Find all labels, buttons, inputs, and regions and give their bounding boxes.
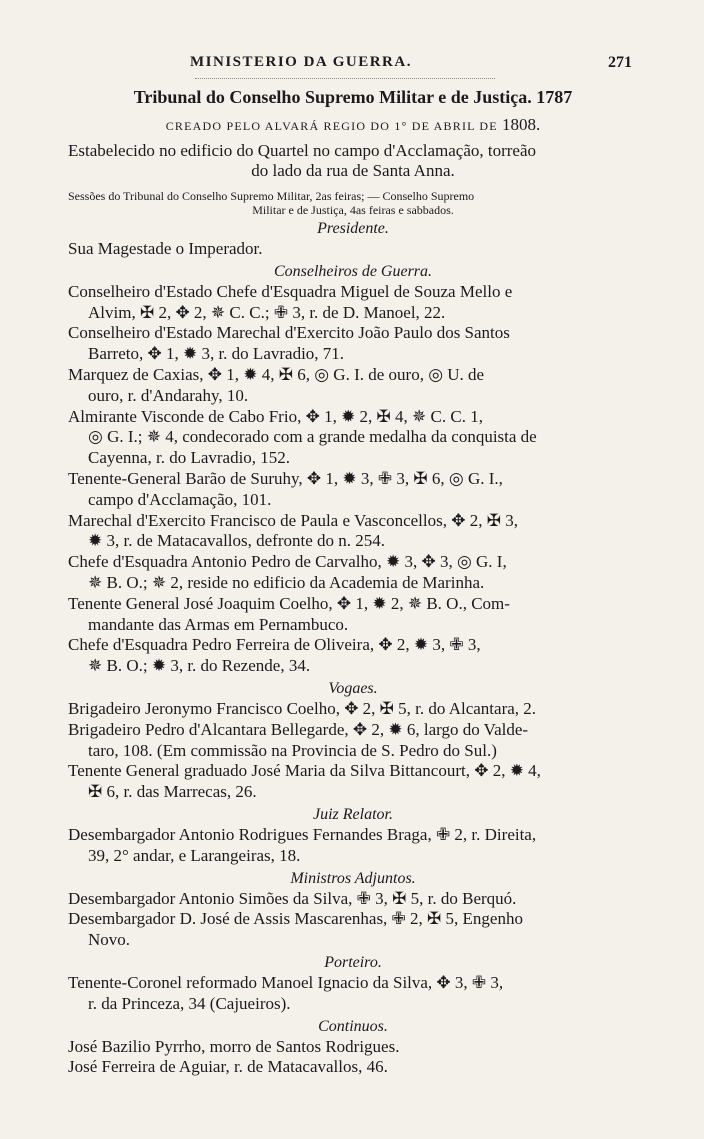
entry-line: Desembargador Antonio Simões da Silva, ✙ 3, ✠ 5, r. do Berquó. [68,888,517,908]
creation-line [68,112,638,139]
entry-line: Brigadeiro Jeronymo Francisco Coelho, ✥ 2, ✠ 5, r. do Alcantara, 2. [68,698,537,718]
entry-line: Chefe d'Esquadra Pedro Ferreira de Oliveira, ✥ 2, ✹ 3, ✙ 3, [68,635,481,655]
creation-text: CREADO PELO ALVARÁ REGIO DO 1° DE ABRIL DE [165,119,498,133]
entry-line: 39, 2° andar, e Larangeiras, 18. [88,845,301,865]
sessions-note [68,189,638,217]
entry-line: ✵ B. O.; ✵ 2, reside no edificio da Academia de Marinha. [88,572,485,592]
establishment-line: do lado da rua de Santa Anna. [251,161,455,180]
entry-line: ouro, r. d'Andarahy, 10. [88,385,249,405]
tribunal-title: Tribunal do Conselho Supremo Militar e de Justiça. 1787 [133,87,573,107]
entry [68,239,638,260]
entry-line: Sua Magestade o Imperador. [68,239,263,258]
entry-line: Conselheiro d'Estado Chefe d'Esquadra Miguel de Souza Mello e [68,281,513,301]
entry [68,699,638,720]
entry-line: Almirante Visconde de Cabo Frio, ✥ 1, ✹ 2, ✠ 4, ✵ C. C. 1, [68,406,483,426]
entry-line: mandante das Armas em Pernambuco. [88,614,349,634]
entry [68,889,638,910]
section-heading-porteiro: Porteiro. [324,953,382,971]
entry-line: Chefe d'Esquadra Antonio Pedro de Carvalho, ✹ 3, ✥ 3, ◎ G. I, [68,552,507,572]
page-header [0,54,704,78]
entry-line: ✠ 6, r. das Marrecas, 26. [88,782,257,802]
entry-line: ◎ G. I.; ✵ 4, condecorado com a grande medalha da conquista de [88,427,537,447]
section-heading-continuos: Continuos. [318,1017,388,1035]
entry-line: Tenente General graduado José Maria da Silva Bittancourt, ✥ 2, ✹ 4, [68,761,541,781]
entry [68,511,638,553]
entry-line: Cayenna, r. do Lavradio, 152. [88,448,291,468]
entry [68,973,638,1015]
entry-line: Novo. [88,930,131,950]
entry-line: José Bazilio Pyrrho, morro de Santos Rodrigues. [68,1036,400,1056]
entry [68,761,638,803]
entry-line: Desembargador Antonio Rodrigues Fernandes Braga, ✙ 2, r. Direita, [68,824,537,844]
section-heading-juiz-relator: Juiz Relator. [313,805,393,823]
entry-line: Barreto, ✥ 1, ✹ 3, r. do Lavradio, 71. [88,344,345,364]
establishment-note [68,141,638,181]
entry-line: Tenente-General Barão de Suruhy, ✥ 1, ✹ 3, ✙ 3, ✠ 6, ◎ G. I., [68,468,503,488]
entry [68,594,638,636]
section-heading-conselheiros: Conselheiros de Guerra. [273,262,433,280]
entry-line: José Ferreira de Aguiar, r. de Matacavallos, 46. [68,1057,388,1077]
entry [68,1037,638,1058]
entry-line: campo d'Acclamação, 101. [88,489,272,509]
entry-line: Alvim, ✠ 2, ✥ 2, ✵ C. C.; ✙ 3, r. de D. Manoel, 22. [88,302,446,322]
entry [68,825,638,867]
entry [68,365,638,407]
document-body [68,86,638,1078]
entry [68,469,638,511]
entry [68,282,638,324]
entry-line: Conselheiro d'Estado Marechal d'Exercito João Paulo dos Santos [68,323,510,343]
entry-line: Tenente General José Joaquim Coelho, ✥ 1, ✹ 2, ✵ B. O., Com- [68,593,510,613]
entry [68,552,638,594]
header-rule [195,78,495,79]
page-number: 271 [608,54,632,71]
entry [68,635,638,677]
entry [68,407,638,469]
sections [68,219,638,1078]
entry-line: ✵ B. O.; ✹ 3, r. do Rezende, 34. [88,656,311,676]
entry-line: ✹ 3, r. de Matacavallos, defronte do n. 254. [88,531,386,551]
entry-line: r. da Princeza, 34 (Cajueiros). [88,993,291,1013]
entry-line: Brigadeiro Pedro d'Alcantara Bellegarde, ✥ 2, ✹ 6, largo do Valde- [68,719,529,739]
creation-year: 1808. [502,115,541,134]
sessions-line: Sessões do Tribunal do Conselho Supremo Militar, 2as feiras; — Conselho Supremo [68,189,475,203]
running-head: MINISTERIO DA GUERRA. [190,54,412,70]
entry [68,720,638,762]
entry [68,323,638,365]
section-heading-ministros: Ministros Adjuntos. [290,869,416,887]
entry [68,1057,638,1078]
establishment-line: Estabelecido no edificio do Quartel no campo d'Acclamação, torreão [68,141,537,160]
section-heading-presidente: Presidente. [317,220,389,237]
entry [68,909,638,951]
entry-line: Marquez de Caxias, ✥ 1, ✹ 4, ✠ 6, ◎ G. I. de ouro, ◎ U. de [68,364,485,384]
entry-line: taro, 108. (Em commissão na Provincia de S. Pedro do Sul.) [88,740,497,760]
sessions-line: Militar e de Justiça, 4as feiras e sabbados. [252,203,454,217]
entry-line: Tenente-Coronel reformado Manoel Ignacio da Silva, ✥ 3, ✙ 3, [68,972,504,992]
entry-line: Marechal d'Exercito Francisco de Paula e Vasconcellos, ✥ 2, ✠ 3, [68,510,518,530]
section-heading-vogaes: Vogaes. [328,679,378,697]
entry-line: Desembargador D. José de Assis Mascarenhas, ✙ 2, ✠ 5, Engenho [68,909,523,929]
